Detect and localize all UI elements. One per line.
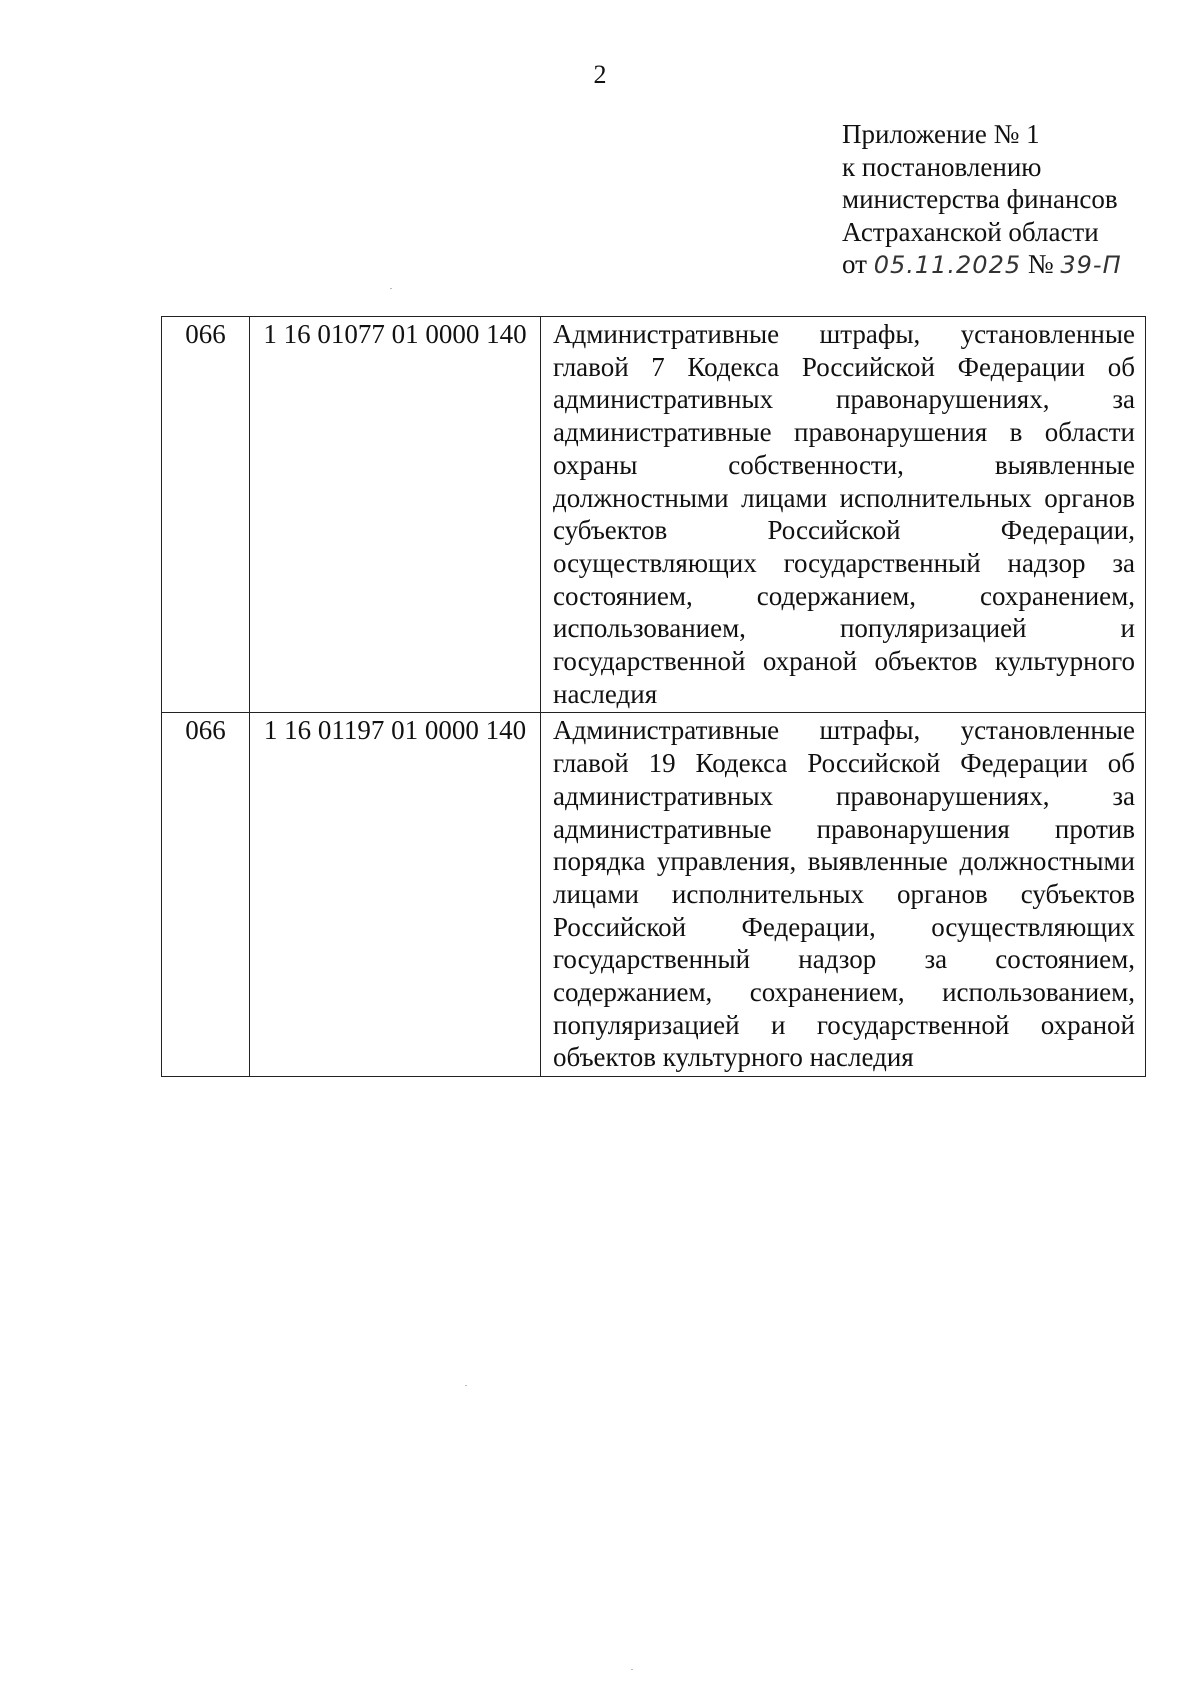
page-number: 2 [593, 60, 607, 89]
scan-speck [631, 1669, 633, 1670]
table-row [162, 713, 1146, 1077]
handwritten-number: 39-П [1060, 251, 1122, 279]
handwritten-date: 05.11.2025 [873, 251, 1022, 279]
admin-code-cell: 066 [162, 317, 250, 713]
description-cell: Административные штрафы, установленные главой 19 Кодекса Российской Федерации об административных правонарушениях, за административные правонарушения против порядка управления, выявленные должностными лицами исполнительных органов субъектов Российской Федерации, осуществляющих государственный надзор за состоянием, содержанием, сохранением, использованием, популяризацией и государственной охраной объектов культурного наследия [541, 713, 1146, 1077]
number-prefix: № [1027, 249, 1054, 279]
appendix-date-line [842, 248, 1182, 282]
date-prefix: от [842, 249, 867, 279]
appendix-header [842, 118, 1182, 282]
appendix-line-resolution: к постановлению [842, 151, 1042, 182]
budget-codes-table [161, 316, 1146, 1077]
kbk-code-cell: 1 16 01197 01 0000 140 [250, 713, 541, 1077]
table-row [162, 317, 1146, 713]
appendix-title: Приложение № 1 [842, 119, 1040, 149]
description-cell: Административные штрафы, установленные главой 7 Кодекса Российской Федерации об административных правонарушениях, за административные правонарушения в области охраны собственности, выявленные должностными лицами исполнительных органов субъектов Российской Федерации, осуществляющих государственный надзор за состоянием, содержанием, сохранением, использованием, популяризацией и государственной охраной объектов культурного наследия [541, 317, 1146, 713]
scan-speck [465, 1385, 467, 1386]
appendix-line-region: Астраханской области [842, 216, 1099, 247]
scan-speck [390, 288, 392, 289]
kbk-code-cell: 1 16 01077 01 0000 140 [250, 317, 541, 713]
appendix-line-ministry: министерства финансов [842, 184, 1118, 214]
admin-code-cell: 066 [162, 713, 250, 1077]
